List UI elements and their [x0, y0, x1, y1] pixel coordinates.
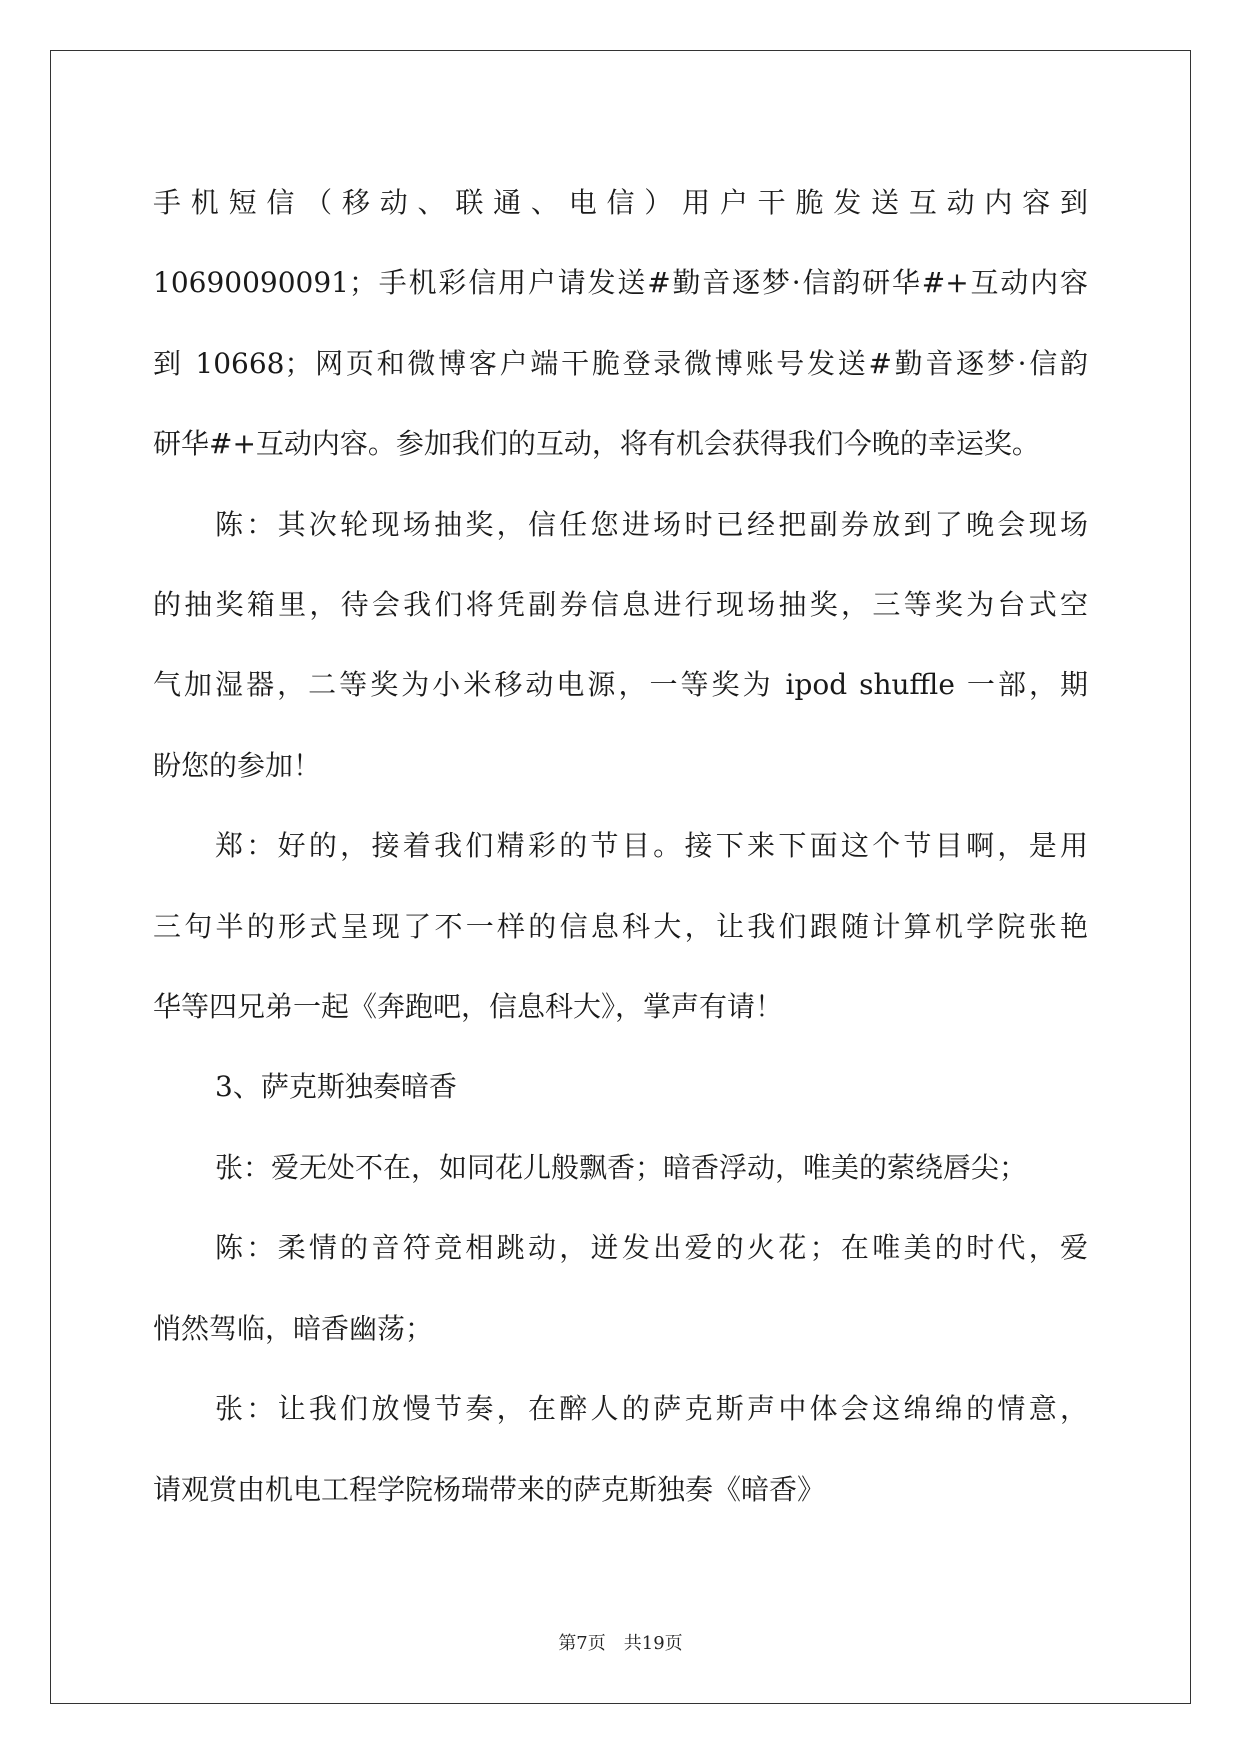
text-line: 手机短信（移动、联通、电信）用户干脆发送互动内容到 — [153, 186, 1088, 219]
text-line: 10690090091；手机彩信用户请发送#勤音逐梦·信韵研华#+互动内容 — [153, 266, 1088, 300]
text-line: 研华#+互动内容。参加我们的互动，将有机会获得我们今晚的幸运奖。 — [153, 427, 1040, 461]
text-line: 请观赏由机电工程学院杨瑞带来的萨克斯独奏《暗香》 — [153, 1472, 826, 1506]
text-line: 陈：柔情的音符竞相跳动，迸发出爱的火花；在唯美的时代，爱 — [215, 1231, 1088, 1265]
text-line: 陈：其次轮现场抽奖，信任您进场时已经把副券放到了晚会现场 — [215, 507, 1088, 541]
text-line: 悄然驾临，暗香幽荡； — [153, 1311, 434, 1345]
section-heading: 3、萨克斯独奏暗香 — [215, 1070, 457, 1104]
text-line: 张：爱无处不在，如同花儿般飘香；暗香浮动，唯美的萦绕唇尖； — [215, 1150, 1028, 1184]
document-body — [153, 163, 1088, 1530]
text-line: 到 10668；网页和微博客户端干脆登录微博账号发送#勤音逐梦·信韵 — [153, 346, 1088, 380]
text-line: 张：让我们放慢节奏，在醉人的萨克斯声中体会这绵绵的情意， — [215, 1392, 1088, 1426]
text-line: 郑：好的，接着我们精彩的节目。接下来下面这个节目啊，是用 — [215, 829, 1088, 863]
text-line: 华等四兄弟一起《奔跑吧，信息科大》，掌声有请！ — [153, 990, 784, 1024]
text-line: 三句半的形式呈现了不一样的信息科大，让我们跟随计算机学院张艳 — [153, 909, 1088, 943]
text-line: 的抽奖箱里，待会我们将凭副券信息进行现场抽奖，三等奖为台式空 — [153, 588, 1088, 622]
page-number: 第7页 共19页 — [558, 1633, 683, 1654]
text-line: 盼您的参加！ — [153, 748, 322, 782]
text-line: 气加湿器，二等奖为小米移动电源，一等奖为 ipod shuffle 一部，期 — [153, 668, 1088, 702]
